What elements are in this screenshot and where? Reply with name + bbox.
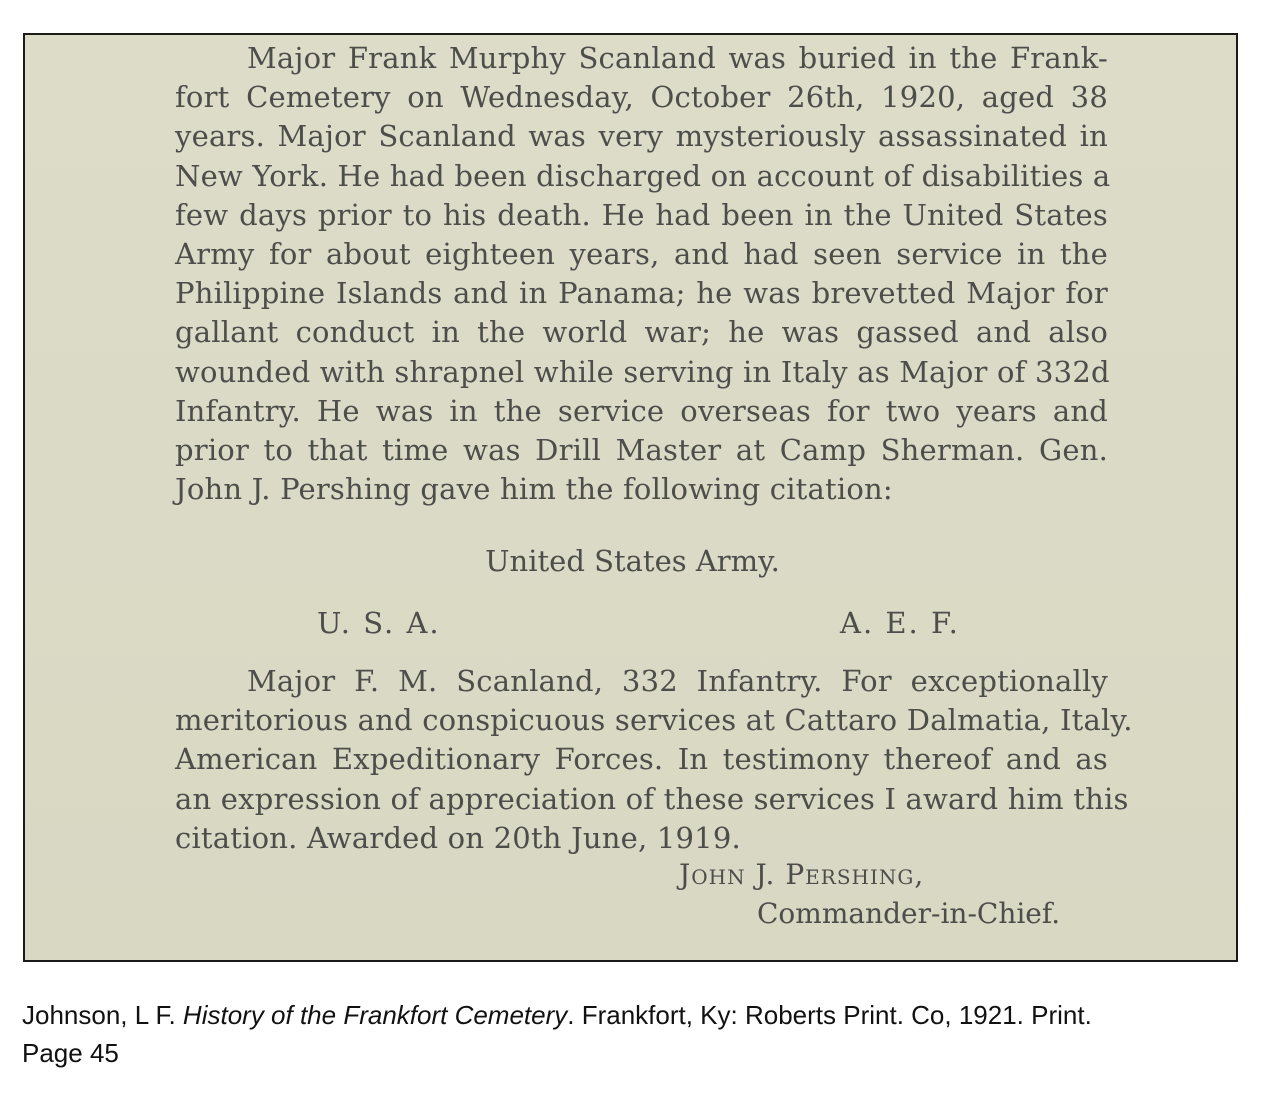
text-line: years. Major Scanland was very mysteriously assassinated in (175, 119, 1108, 154)
text-line: American Expeditionary Forces. In testimony thereof and as (175, 742, 1108, 777)
signature-name: John J. Pershing, (679, 858, 925, 891)
text-line: Philippine Islands and in Panama; he was brevetted Major for (175, 276, 1108, 311)
citation-heading: United States Army. (485, 544, 780, 578)
text-line: Infantry. He was in the service overseas for two years and (175, 393, 1108, 428)
text-line: John J. Pershing gave him the following citation: (175, 472, 893, 507)
citation-line (22, 996, 1092, 1034)
obituary-paragraph (175, 39, 1111, 509)
text-line: an expression of appreciation of these services I award him this (175, 781, 1129, 816)
text-line: meritorious and conspicuous services at Cattaro Dalmatia, Italy. (175, 703, 1133, 738)
text-line: New York. He had been discharged on account of disabilities a (175, 158, 1111, 193)
text-line: citation. Awarded on 20th June, 1919. (175, 820, 741, 855)
source-caption (22, 996, 1092, 1072)
text-line: Major Frank Murphy Scanland was buried in the Frank- (247, 41, 1108, 75)
text-line: gallant conduct in the world war; he was gassed and also (175, 315, 1108, 350)
text-line: Army for about eighteen years, and had seen service in the (175, 236, 1108, 271)
page-number: Page 45 (22, 1038, 119, 1068)
citation-paragraph (175, 662, 1133, 858)
text-line: fort Cemetery on Wednesday, October 26th, 1920, aged 38 (175, 80, 1108, 115)
caption-suffix: . Frankfort, Ky: Roberts Print. Co, 1921. Print. (567, 1000, 1092, 1030)
text-line: prior to that time was Drill Master at Camp Sherman. Gen. (175, 432, 1108, 467)
aef-abbreviation: A. E. F. (840, 606, 960, 640)
book-title: History of the Frankfort Cemetery (182, 1000, 568, 1030)
scanned-page (23, 33, 1238, 962)
signature-title: Commander-in-Chief. (757, 897, 1061, 930)
text-line: wounded with shrapnel while serving in Italy as Major of 332d (175, 354, 1110, 389)
text-line: Major F. M. Scanland, 332 Infantry. For exceptionally (247, 664, 1108, 698)
usa-abbreviation: U. S. A. (317, 606, 441, 640)
caption-prefix: Johnson, L F. (22, 1000, 183, 1030)
text-line: few days prior to his death. He had been in the United States (175, 197, 1108, 232)
